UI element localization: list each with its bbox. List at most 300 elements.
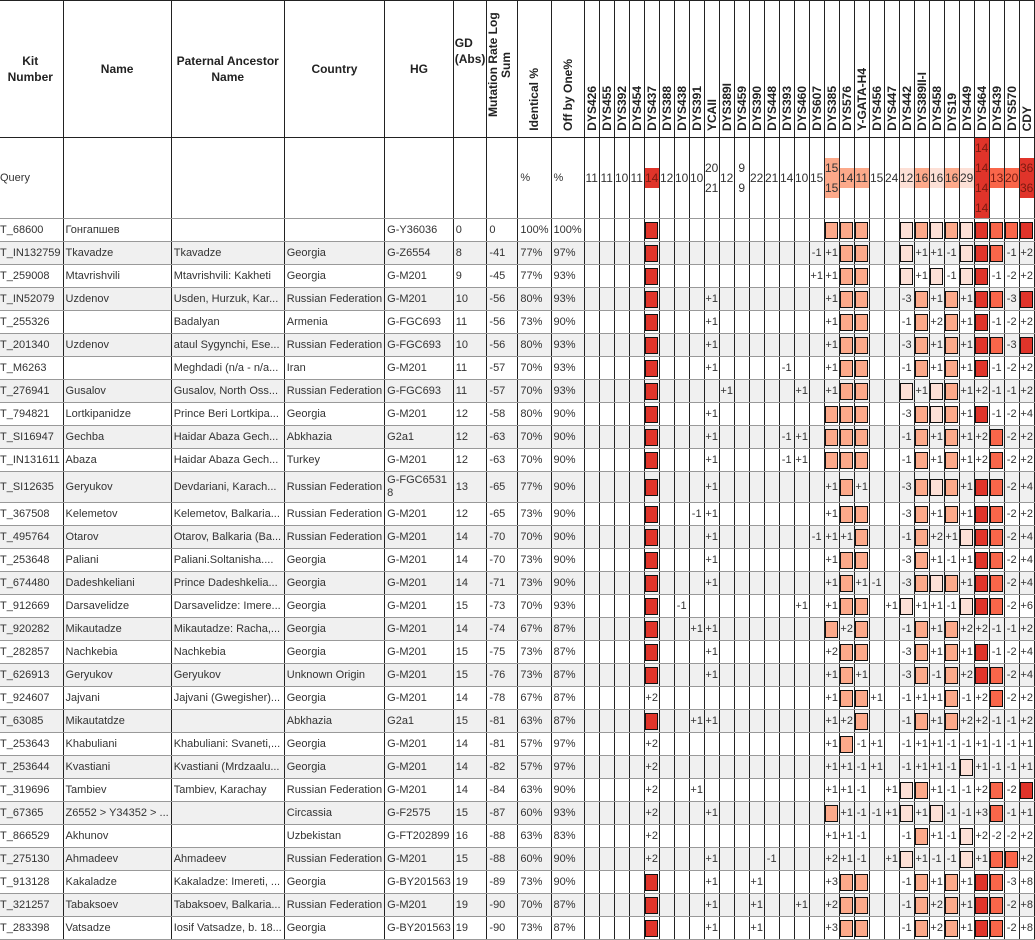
query-value: 21	[705, 181, 719, 195]
marker-match-box	[990, 920, 1003, 937]
marker-diff: +1	[930, 554, 943, 566]
marker-cell-dys449	[959, 357, 974, 380]
cell-kit[interactable]: T_IN131611	[0, 449, 63, 472]
marker-cell-dys392	[614, 848, 629, 871]
query-value: 10	[675, 171, 689, 185]
marker-diff: +2	[1020, 385, 1033, 397]
marker-cell-dys19	[944, 526, 959, 549]
marker-cell-dys389ii-i	[914, 357, 929, 380]
cell-kit[interactable]: T_63085	[0, 710, 63, 733]
cell-off: 90%	[551, 779, 584, 802]
marker-diff: +1	[960, 316, 973, 328]
marker-cell-dys389ii-i	[914, 380, 929, 403]
marker-cell-dys392	[614, 449, 629, 472]
match-row[interactable]	[0, 595, 1034, 618]
marker-cell-ycaii	[704, 426, 719, 449]
cell-kit[interactable]: T_924607	[0, 687, 63, 710]
marker-cell-dys607	[809, 311, 824, 334]
cell-kit[interactable]: T_255326	[0, 311, 63, 334]
marker-cell-cdy	[1019, 503, 1034, 526]
marker-cell-dys454	[629, 618, 644, 641]
marker-cell-dys389ii-i	[914, 710, 929, 733]
cell-ident: 77%	[518, 265, 551, 288]
marker-match-box	[645, 552, 658, 569]
cell-mut: -90	[487, 894, 518, 917]
marker-cell-dys459	[734, 334, 749, 357]
marker-cell-dys19	[944, 848, 959, 871]
marker-cell-ycaii	[704, 848, 719, 871]
marker-cell-dys437	[644, 687, 659, 710]
marker-cell-dys439	[989, 242, 1004, 265]
marker-match-box	[1005, 222, 1018, 239]
query-gd	[453, 138, 487, 219]
col-header-name[interactable]: Name	[63, 1, 171, 138]
match-row[interactable]	[0, 894, 1034, 917]
match-row[interactable]	[0, 641, 1034, 664]
marker-header-dys438[interactable]	[674, 1, 689, 138]
cell-off: 93%	[551, 802, 584, 825]
marker-cell-dys576	[839, 503, 854, 526]
col-header-kit-number[interactable]: Kit Number	[0, 1, 63, 138]
marker-cell-dys442	[899, 733, 914, 756]
query-value-dys437	[644, 138, 659, 219]
marker-header-dys456[interactable]	[869, 1, 884, 138]
marker-header-dys426[interactable]	[584, 1, 599, 138]
marker-header-dys464[interactable]	[974, 1, 989, 138]
marker-diff: +1	[825, 738, 838, 750]
cell-kit[interactable]: T_275130	[0, 848, 63, 871]
cell-ancestor: Ahmadeev	[171, 848, 284, 871]
marker-match-box	[975, 245, 988, 262]
cell-kit[interactable]: T_259008	[0, 265, 63, 288]
marker-header-dys454[interactable]	[629, 1, 644, 138]
marker-cell-dys448	[764, 265, 779, 288]
marker-cell-dys455	[599, 449, 614, 472]
match-row[interactable]	[0, 449, 1034, 472]
marker-diff: +1	[855, 669, 868, 681]
match-row[interactable]	[0, 572, 1034, 595]
marker-cell-dys460	[794, 710, 809, 733]
cell-kit[interactable]: T_495764	[0, 526, 63, 549]
marker-match-box	[960, 759, 973, 776]
match-row[interactable]	[0, 242, 1034, 265]
marker-cell-dys437	[644, 848, 659, 871]
marker-cell-dys458	[929, 917, 944, 940]
marker-diff: +2	[645, 784, 658, 796]
cell-name: Lortkipanidze	[63, 403, 171, 426]
marker-diff: +1	[960, 876, 973, 888]
cell-kit[interactable]: T_319696	[0, 779, 63, 802]
marker-header-cdy[interactable]	[1019, 1, 1034, 138]
marker-cell-dys456	[869, 242, 884, 265]
col-header-mutation-rate[interactable]	[487, 1, 518, 138]
marker-cell-dys459	[734, 595, 749, 618]
cell-ident: 70%	[518, 357, 551, 380]
match-row[interactable]	[0, 733, 1034, 756]
marker-diff: -1	[856, 830, 867, 842]
marker-cell-dys442	[899, 449, 914, 472]
marker-cell-dys390	[749, 871, 764, 894]
col-header-identical[interactable]	[518, 1, 551, 138]
marker-match-box	[840, 598, 853, 615]
cell-off: 90%	[551, 472, 584, 503]
cell-gd: 15	[453, 710, 487, 733]
cell-kit[interactable]: T_IN52079	[0, 288, 63, 311]
marker-diff: +1	[915, 738, 928, 750]
marker-cell-dys464	[974, 357, 989, 380]
marker-match-box	[645, 314, 658, 331]
match-row[interactable]	[0, 311, 1034, 334]
marker-cell-dys458	[929, 472, 944, 503]
marker-header-dys459[interactable]	[734, 1, 749, 138]
match-row[interactable]	[0, 664, 1034, 687]
match-row[interactable]	[0, 426, 1034, 449]
marker-diff: -1	[1006, 715, 1017, 727]
marker-diff: -1	[931, 669, 942, 681]
marker-cell-dys391	[689, 526, 704, 549]
marker-cell-dys426	[584, 894, 599, 917]
marker-header-dys19[interactable]	[944, 1, 959, 138]
marker-match-box	[990, 690, 1003, 707]
marker-cell-dys460	[794, 595, 809, 618]
cell-off: 90%	[551, 572, 584, 595]
marker-diff: -3	[901, 646, 912, 658]
match-row[interactable]	[0, 710, 1034, 733]
match-row[interactable]	[0, 526, 1034, 549]
marker-diff: +4	[1020, 646, 1033, 658]
cell-country: Georgia	[284, 641, 384, 664]
cell-kit[interactable]: T_276941	[0, 380, 63, 403]
marker-match-box	[645, 575, 658, 592]
match-row[interactable]	[0, 779, 1034, 802]
marker-cell-dys454	[629, 595, 644, 618]
marker-match-box	[645, 337, 658, 354]
marker-cell-dys459	[734, 641, 749, 664]
marker-cell-dys456	[869, 219, 884, 242]
marker-cell-dys19	[944, 802, 959, 825]
match-row[interactable]	[0, 288, 1034, 311]
cell-ident: 77%	[518, 242, 551, 265]
marker-cell-dys460	[794, 449, 809, 472]
marker-cell-dys459	[734, 733, 749, 756]
marker-cell-ycaii	[704, 664, 719, 687]
cell-kit[interactable]: T_253648	[0, 549, 63, 572]
marker-diff: -3	[901, 293, 912, 305]
marker-cell-dys388	[659, 710, 674, 733]
marker-cell-dys389i	[719, 426, 734, 449]
marker-cell-dys389ii-i	[914, 426, 929, 449]
match-row[interactable]	[0, 357, 1034, 380]
marker-cell-dys426	[584, 334, 599, 357]
cell-kit[interactable]: T_912669	[0, 595, 63, 618]
marker-cell-dys390	[749, 733, 764, 756]
marker-header-dys447[interactable]	[884, 1, 899, 138]
cell-name: Geryukov	[63, 472, 171, 503]
query-country	[284, 138, 384, 219]
match-row[interactable]	[0, 825, 1034, 848]
marker-cell-dys448	[764, 426, 779, 449]
marker-cell-dys459	[734, 503, 749, 526]
match-row[interactable]	[0, 687, 1034, 710]
marker-cell-dys439	[989, 756, 1004, 779]
marker-cell-dys447	[884, 403, 899, 426]
match-row[interactable]	[0, 403, 1034, 426]
marker-cell-dys388	[659, 618, 674, 641]
col-header-hg[interactable]: HG	[385, 1, 454, 138]
marker-cell-dys455	[599, 595, 614, 618]
query-value: 11	[585, 171, 598, 185]
marker-cell-dys460	[794, 288, 809, 311]
marker-header-dys442[interactable]	[899, 1, 914, 138]
marker-header-dys388[interactable]	[659, 1, 674, 138]
marker-cell-dys464	[974, 334, 989, 357]
cell-name: Z6552 > Y34352 > ...	[63, 802, 171, 825]
marker-cell-dys438	[674, 503, 689, 526]
cell-kit[interactable]: T_253644	[0, 756, 63, 779]
marker-cell-cdy	[1019, 334, 1034, 357]
cell-kit[interactable]: T_68600	[0, 219, 63, 242]
marker-cell-dys385	[824, 664, 839, 687]
cell-kit[interactable]: T_253643	[0, 733, 63, 756]
marker-cell-dys392	[614, 641, 629, 664]
marker-cell-dys392	[614, 426, 629, 449]
cell-hg: G2a1	[385, 710, 454, 733]
marker-cell-dys447	[884, 595, 899, 618]
marker-diff: -1	[946, 761, 957, 773]
marker-cell-dys449	[959, 334, 974, 357]
marker-cell-dys464	[974, 871, 989, 894]
marker-cell-dys442	[899, 595, 914, 618]
marker-cell-dys385	[824, 848, 839, 871]
cell-kit[interactable]: T_M6263	[0, 357, 63, 380]
cell-kit[interactable]: T_283398	[0, 917, 63, 940]
marker-header-dys391[interactable]	[689, 1, 704, 138]
cell-kit[interactable]: T_913128	[0, 871, 63, 894]
marker-cell-dys439	[989, 871, 1004, 894]
marker-cell-dys460	[794, 848, 809, 871]
marker-cell-dys426	[584, 265, 599, 288]
marker-diff: +1	[750, 876, 763, 888]
cell-kit[interactable]: T_321257	[0, 894, 63, 917]
marker-cell-dys437	[644, 426, 659, 449]
marker-header-dys448[interactable]	[764, 1, 779, 138]
marker-match-box	[975, 529, 988, 546]
marker-header-y-gata-h4[interactable]	[854, 1, 869, 138]
marker-cell-dys389i	[719, 871, 734, 894]
match-row[interactable]	[0, 503, 1034, 526]
col-header-paternal-ancestor[interactable]: Paternal Ancestor Name	[171, 1, 284, 138]
marker-cell-dys456	[869, 334, 884, 357]
marker-cell-dys448	[764, 779, 779, 802]
marker-diff: +1	[705, 362, 718, 374]
marker-cell-dys448	[764, 871, 779, 894]
marker-header-dys455[interactable]	[599, 1, 614, 138]
marker-cell-dys447	[884, 687, 899, 710]
marker-cell-dys570	[1004, 334, 1019, 357]
cell-name: Tkavadze	[63, 242, 171, 265]
marker-match-box	[645, 598, 658, 615]
marker-diff: -2	[1006, 481, 1017, 493]
marker-cell-dys458	[929, 802, 944, 825]
col-header-country[interactable]: Country	[284, 1, 384, 138]
marker-cell-ycaii	[704, 618, 719, 641]
marker-cell-dys393	[779, 449, 794, 472]
cell-mut: -81	[487, 710, 518, 733]
marker-match-box	[645, 713, 658, 730]
marker-match-box	[900, 851, 913, 868]
marker-cell-dys607	[809, 733, 824, 756]
marker-match-box	[1020, 782, 1033, 799]
cell-ident: 70%	[518, 526, 551, 549]
marker-match-box	[645, 874, 658, 891]
marker-diff: +1	[705, 454, 718, 466]
marker-cell-dys389ii-i	[914, 848, 929, 871]
marker-match-box	[930, 268, 943, 285]
marker-cell-dys393	[779, 710, 794, 733]
marker-match-box	[975, 575, 988, 592]
cell-kit[interactable]: T_SI12635	[0, 472, 63, 503]
col-header-identical-label: Identical %	[527, 68, 542, 131]
marker-match-box	[840, 897, 853, 914]
match-row[interactable]	[0, 871, 1034, 894]
marker-cell-dys454	[629, 265, 644, 288]
cell-kit[interactable]: T_SI16947	[0, 426, 63, 449]
marker-diff: +2	[975, 623, 988, 635]
marker-cell-dys454	[629, 449, 644, 472]
marker-cell-dys458	[929, 265, 944, 288]
marker-header-dys570[interactable]	[1004, 1, 1019, 138]
marker-header-dys389i[interactable]	[719, 1, 734, 138]
marker-header-dys437[interactable]	[644, 1, 659, 138]
marker-header-dys460[interactable]	[794, 1, 809, 138]
marker-cell-dys456	[869, 357, 884, 380]
marker-cell-dys576	[839, 219, 854, 242]
marker-diff: +4	[1020, 554, 1033, 566]
marker-match-box	[960, 598, 973, 615]
match-row[interactable]	[0, 380, 1034, 403]
match-row[interactable]	[0, 917, 1034, 940]
marker-cell-dys388	[659, 549, 674, 572]
match-row[interactable]	[0, 219, 1034, 242]
marker-diff: +1	[705, 293, 718, 305]
marker-cell-dys455	[599, 265, 614, 288]
marker-header-dys385[interactable]	[824, 1, 839, 138]
match-row[interactable]	[0, 848, 1034, 871]
marker-cell-dys442	[899, 618, 914, 641]
marker-diff: +1	[795, 454, 808, 466]
marker-cell-dys459	[734, 219, 749, 242]
marker-header-dys449[interactable]	[959, 1, 974, 138]
marker-match-box	[645, 383, 658, 400]
marker-cell-dys389i	[719, 265, 734, 288]
marker-match-box	[900, 245, 913, 262]
cell-ancestor: Meghdadi (n/a - n/a...	[171, 357, 284, 380]
cell-kit[interactable]: T_282857	[0, 641, 63, 664]
marker-cell-dys449	[959, 687, 974, 710]
marker-header-dys393[interactable]	[779, 1, 794, 138]
cell-kit[interactable]: T_920282	[0, 618, 63, 641]
cell-kit[interactable]: T_626913	[0, 664, 63, 687]
marker-header-dys389ii-i[interactable]	[914, 1, 929, 138]
cell-kit[interactable]: T_866529	[0, 825, 63, 848]
marker-header-dys458[interactable]	[929, 1, 944, 138]
marker-diff: -1	[991, 761, 1002, 773]
match-row[interactable]	[0, 265, 1034, 288]
marker-cell-cdy	[1019, 357, 1034, 380]
marker-diff: +1	[705, 531, 718, 543]
match-row[interactable]	[0, 802, 1034, 825]
marker-cell-dys438	[674, 572, 689, 595]
marker-match-box	[900, 598, 913, 615]
marker-header-dys392[interactable]	[614, 1, 629, 138]
marker-cell-dys391	[689, 595, 704, 618]
marker-cell-dys385	[824, 334, 839, 357]
marker-diff: +2	[840, 715, 853, 727]
marker-cell-dys389ii-i	[914, 756, 929, 779]
cell-kit[interactable]: T_674480	[0, 572, 63, 595]
marker-header-dys390[interactable]	[749, 1, 764, 138]
marker-match-box	[975, 552, 988, 569]
marker-cell-dys449	[959, 756, 974, 779]
marker-header-dys576[interactable]	[839, 1, 854, 138]
match-row[interactable]	[0, 549, 1034, 572]
marker-cell-dys448	[764, 449, 779, 472]
match-row[interactable]	[0, 334, 1034, 357]
marker-diff: +1	[930, 431, 943, 443]
marker-cell-dys570	[1004, 595, 1019, 618]
marker-header-dys607[interactable]	[809, 1, 824, 138]
cell-country: Abkhazia	[284, 710, 384, 733]
cell-kit[interactable]: T_67365	[0, 802, 63, 825]
match-row[interactable]	[0, 618, 1034, 641]
cell-kit[interactable]: T_794821	[0, 403, 63, 426]
marker-cell-dys447	[884, 664, 899, 687]
marker-cell-dys385	[824, 618, 839, 641]
marker-diff: +2	[930, 316, 943, 328]
marker-diff: +1	[825, 554, 838, 566]
marker-cell-dys442	[899, 894, 914, 917]
marker-cell-dys449	[959, 733, 974, 756]
marker-cell-dys449	[959, 242, 974, 265]
cell-hg: G-M201	[385, 403, 454, 426]
marker-cell-y-gata-h4	[854, 595, 869, 618]
marker-cell-dys442	[899, 503, 914, 526]
match-row[interactable]	[0, 756, 1034, 779]
cell-kit[interactable]: T_IN132759	[0, 242, 63, 265]
marker-diff: +3	[975, 807, 988, 819]
col-header-gd[interactable]: GD (Abs)	[453, 1, 487, 138]
marker-header-dys439[interactable]	[989, 1, 1004, 138]
cell-kit[interactable]: T_367508	[0, 503, 63, 526]
marker-cell-dys449	[959, 219, 974, 242]
marker-cell-dys464	[974, 779, 989, 802]
marker-match-box	[645, 452, 658, 469]
marker-cell-dys437	[644, 664, 659, 687]
marker-diff: -2	[1006, 508, 1017, 520]
cell-kit[interactable]: T_201340	[0, 334, 63, 357]
marker-diff: -1	[901, 922, 912, 934]
marker-cell-dys460	[794, 894, 809, 917]
marker-cell-dys390	[749, 288, 764, 311]
marker-cell-dys458	[929, 641, 944, 664]
marker-diff: +2	[1020, 270, 1033, 282]
marker-header-ycaii[interactable]	[704, 1, 719, 138]
marker-cell-dys458	[929, 426, 944, 449]
col-header-off-by-one[interactable]	[551, 1, 584, 138]
marker-diff: +3	[825, 922, 838, 934]
match-row[interactable]	[0, 472, 1034, 503]
cell-gd: 14	[453, 733, 487, 756]
